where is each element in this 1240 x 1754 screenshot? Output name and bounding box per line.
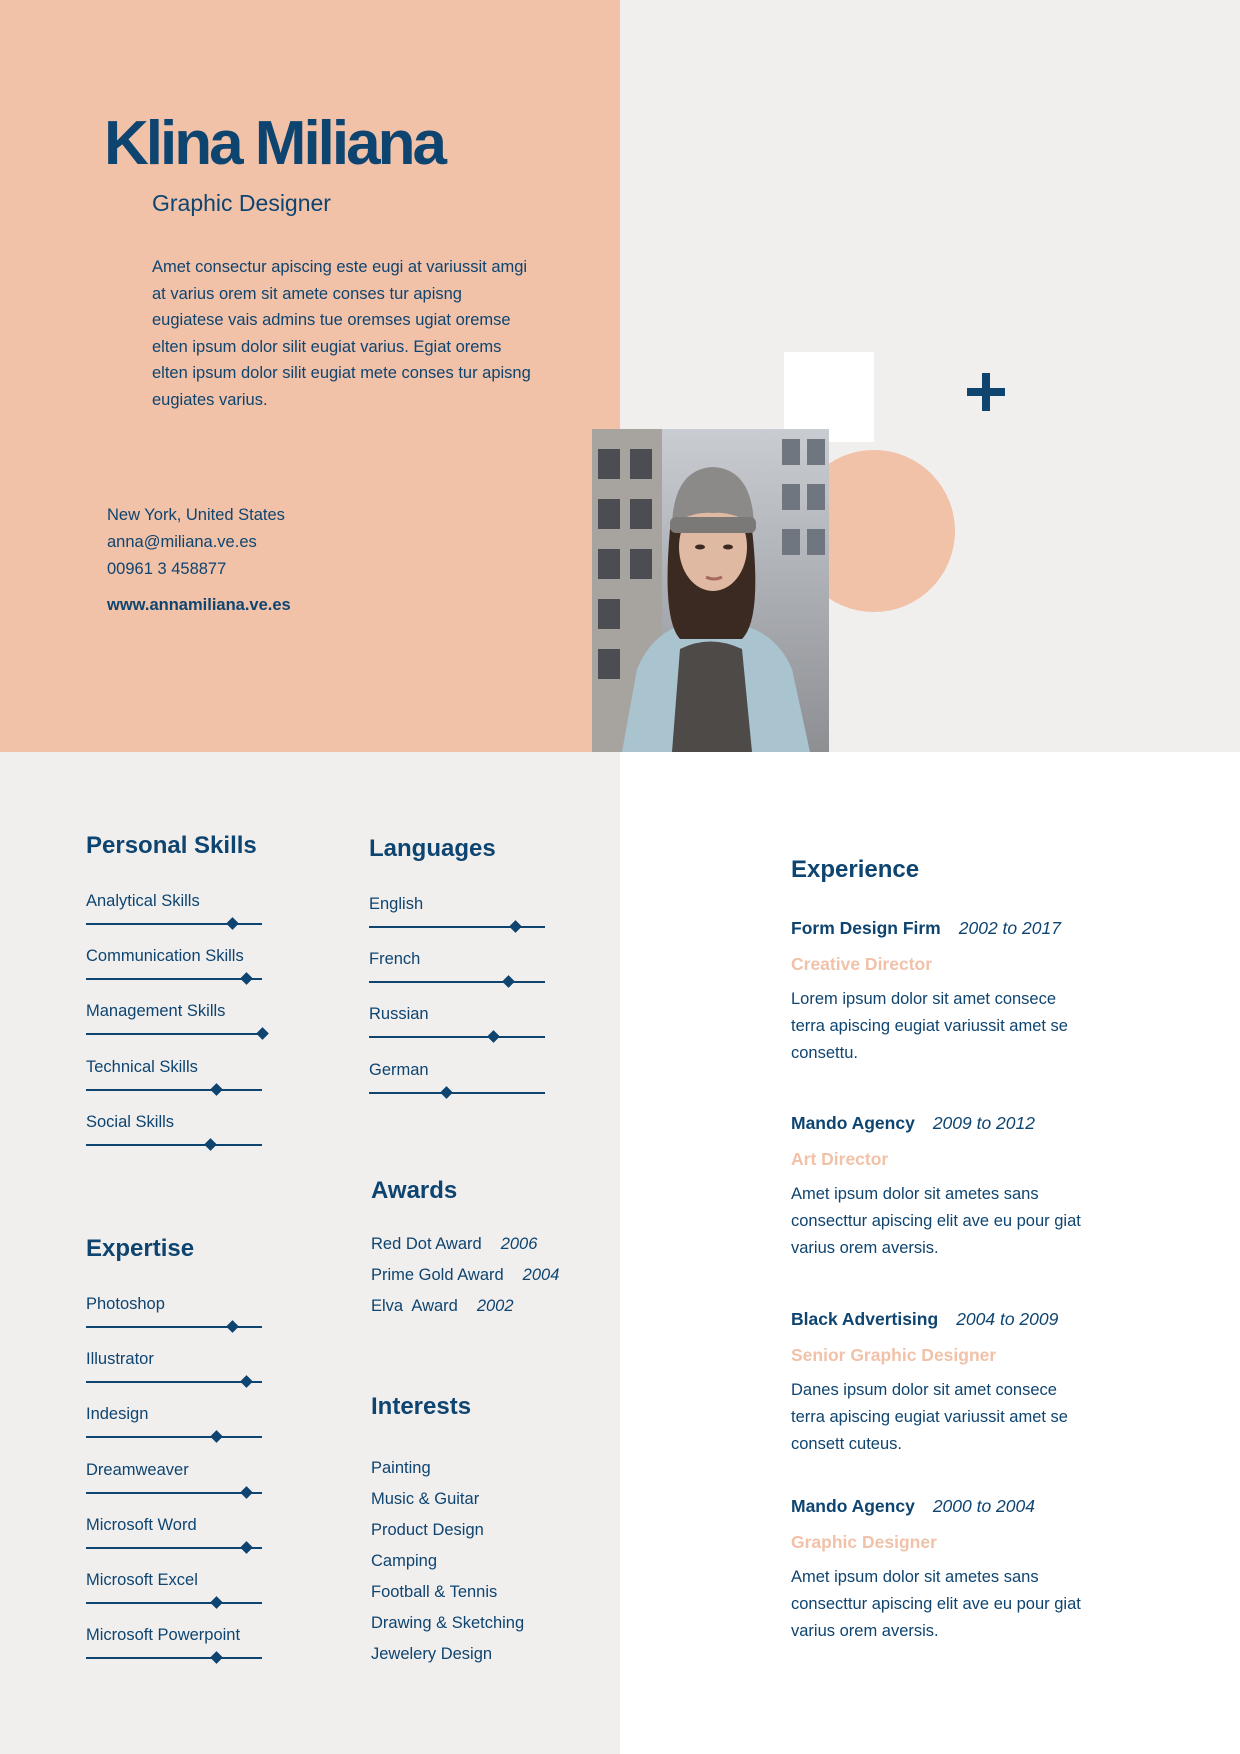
award-year: 2004 xyxy=(522,1266,560,1284)
job-description: Danes ipsum dolor sit amet consece terra apiscing eugiat variussit amet se consett cuteus. xyxy=(791,1381,1068,1453)
skill-label: Microsoft Word xyxy=(86,1515,197,1534)
company-name: Mando Agency xyxy=(791,1113,915,1133)
interest-item: Drawing & Sketching xyxy=(371,1614,525,1632)
plus-icon xyxy=(967,373,1005,411)
job-role: Art Director xyxy=(791,1149,889,1169)
employment-years: 2009 to 2012 xyxy=(932,1113,1035,1133)
skill-level-marker xyxy=(240,1541,253,1554)
skill-label: Illustrator xyxy=(86,1350,154,1369)
experience-item xyxy=(791,918,1091,1066)
interests-heading: Interests xyxy=(371,1393,472,1420)
expertise-heading: Expertise xyxy=(86,1235,195,1262)
experience-heading: Experience xyxy=(791,856,920,883)
bio-paragraph: Amet consectur apiscing este eugi at variussit amgi at varius orem sit amete conses tur apisng eugiatese vais admins tue oremses ugiat oremse elten ipsum dolor silit eugiat varius. Egiat orems elten ipsum dolor silit eugiat mete conses tur apisng eugiates varius. xyxy=(152,258,531,409)
personal-skills-heading: Personal Skills xyxy=(86,832,257,859)
skill-row xyxy=(369,950,549,1005)
skill-row xyxy=(369,1061,549,1116)
skill-row xyxy=(86,1626,266,1681)
skill-track xyxy=(86,1089,262,1091)
skill-track xyxy=(86,1547,262,1549)
award-year: 2002 xyxy=(476,1297,514,1315)
awards-heading: Awards xyxy=(371,1177,458,1204)
skill-level-marker xyxy=(210,1651,223,1664)
skill-row xyxy=(86,1058,266,1113)
expertise-list xyxy=(86,1295,266,1681)
skill-row xyxy=(86,1516,266,1571)
skill-level-marker xyxy=(440,1086,453,1099)
skill-track xyxy=(86,1381,262,1383)
job-role: Senior Graphic Designer xyxy=(791,1345,997,1365)
skill-track xyxy=(86,1602,262,1604)
skill-level-marker xyxy=(502,975,515,988)
skill-row xyxy=(86,1461,266,1516)
skill-label: Management Skills xyxy=(86,1002,226,1021)
skill-level-marker xyxy=(509,920,522,933)
interest-item: Product Design xyxy=(371,1521,484,1539)
skill-row xyxy=(86,1002,266,1057)
skill-track xyxy=(86,1436,262,1438)
job-role: Creative Director xyxy=(791,954,933,974)
personal-skills-list xyxy=(86,892,266,1168)
skill-row xyxy=(369,895,549,950)
skill-label: English xyxy=(369,895,424,913)
award-year: 2006 xyxy=(500,1235,538,1253)
skill-level-marker xyxy=(210,1596,223,1609)
skill-level-marker xyxy=(205,1138,218,1151)
experience-item xyxy=(791,1113,1091,1261)
skill-label: Social Skills xyxy=(86,1112,175,1131)
skill-level-marker xyxy=(226,1320,239,1333)
skill-row xyxy=(86,947,266,1002)
employment-years: 2002 to 2017 xyxy=(958,918,1061,938)
skill-label: Microsoft Excel xyxy=(86,1570,198,1589)
job-title: Graphic Designer xyxy=(152,190,331,216)
skill-label: Communication Skills xyxy=(86,947,244,966)
skill-level-marker xyxy=(240,1375,253,1388)
employment-years: 2000 to 2004 xyxy=(932,1496,1035,1516)
job-role: Graphic Designer xyxy=(791,1532,937,1552)
contact-block xyxy=(107,502,285,582)
skill-track xyxy=(369,1092,545,1094)
interest-item: Camping xyxy=(371,1552,438,1570)
skill-label: Russian xyxy=(369,1005,429,1024)
skill-row xyxy=(86,892,266,947)
skill-level-marker xyxy=(240,972,253,985)
skill-row xyxy=(86,1571,266,1626)
phone-text: 00961 3 458877 xyxy=(107,559,227,578)
skill-row xyxy=(369,1005,549,1060)
skill-level-marker xyxy=(210,1083,223,1096)
languages-heading: Languages xyxy=(369,835,496,862)
candidate-name: Klina Miliana xyxy=(104,109,444,178)
interest-item: Football & Tennis xyxy=(371,1583,498,1601)
skill-level-marker xyxy=(226,917,239,930)
languages-list xyxy=(369,895,549,1116)
award-item xyxy=(371,1229,559,1260)
award-name: Prime Gold Award xyxy=(371,1266,504,1284)
skill-label: Indesign xyxy=(86,1405,149,1424)
skill-level-marker xyxy=(210,1431,223,1444)
skill-track xyxy=(86,1144,262,1146)
award-name: Elva Award xyxy=(371,1297,458,1315)
experience-item xyxy=(791,1496,1091,1644)
award-item xyxy=(371,1260,559,1291)
employment-years: 2004 to 2009 xyxy=(956,1309,1059,1329)
skill-row xyxy=(86,1405,266,1460)
interest-item: Music & Guitar xyxy=(371,1490,480,1508)
skill-row xyxy=(86,1113,266,1168)
skill-track xyxy=(369,1036,545,1038)
skill-track xyxy=(86,1657,262,1659)
profile-photo xyxy=(592,429,829,752)
experience-item xyxy=(791,1309,1091,1457)
job-description: Amet ipsum dolor sit ametes sans consecttur apiscing elit ave eu pour giat varius orem aversis. xyxy=(791,1185,1081,1257)
company-name: Mando Agency xyxy=(791,1496,915,1516)
location-text: New York, United States xyxy=(107,506,285,524)
company-name: Black Advertising xyxy=(791,1309,939,1329)
interest-item: Painting xyxy=(371,1459,431,1477)
skill-label: Analytical Skills xyxy=(86,892,200,910)
job-description: Amet ipsum dolor sit ametes sans consecttur apiscing elit ave eu pour giat varius orem aversis. xyxy=(791,1568,1081,1640)
skill-track xyxy=(369,981,545,983)
skill-label: Photoshop xyxy=(86,1295,165,1313)
award-item xyxy=(371,1291,559,1322)
skill-label: French xyxy=(369,950,421,969)
skill-label: Dreamweaver xyxy=(86,1460,189,1479)
skill-track xyxy=(86,1492,262,1494)
skill-track xyxy=(86,1033,262,1035)
skill-row xyxy=(86,1295,266,1350)
awards-list xyxy=(371,1229,559,1322)
skill-label: Technical Skills xyxy=(86,1057,198,1076)
skill-level-marker xyxy=(240,1486,253,1499)
skill-row xyxy=(86,1350,266,1405)
award-name: Red Dot Award xyxy=(371,1235,482,1253)
job-description: Lorem ipsum dolor sit amet consece terra apiscing eugiat variussit amet se consettu. xyxy=(791,990,1068,1062)
interests-list xyxy=(371,1453,524,1670)
skill-track xyxy=(86,978,262,980)
interest-item: Jewelery Design xyxy=(371,1645,493,1663)
company-name: Form Design Firm xyxy=(791,918,941,938)
website-link[interactable]: www.annamiliana.ve.es xyxy=(107,596,291,614)
skill-label: Microsoft Powerpoint xyxy=(86,1626,241,1645)
email-text: anna@miliana.ve.es xyxy=(107,532,257,551)
skill-level-marker xyxy=(488,1031,501,1044)
skill-label: German xyxy=(369,1060,429,1079)
